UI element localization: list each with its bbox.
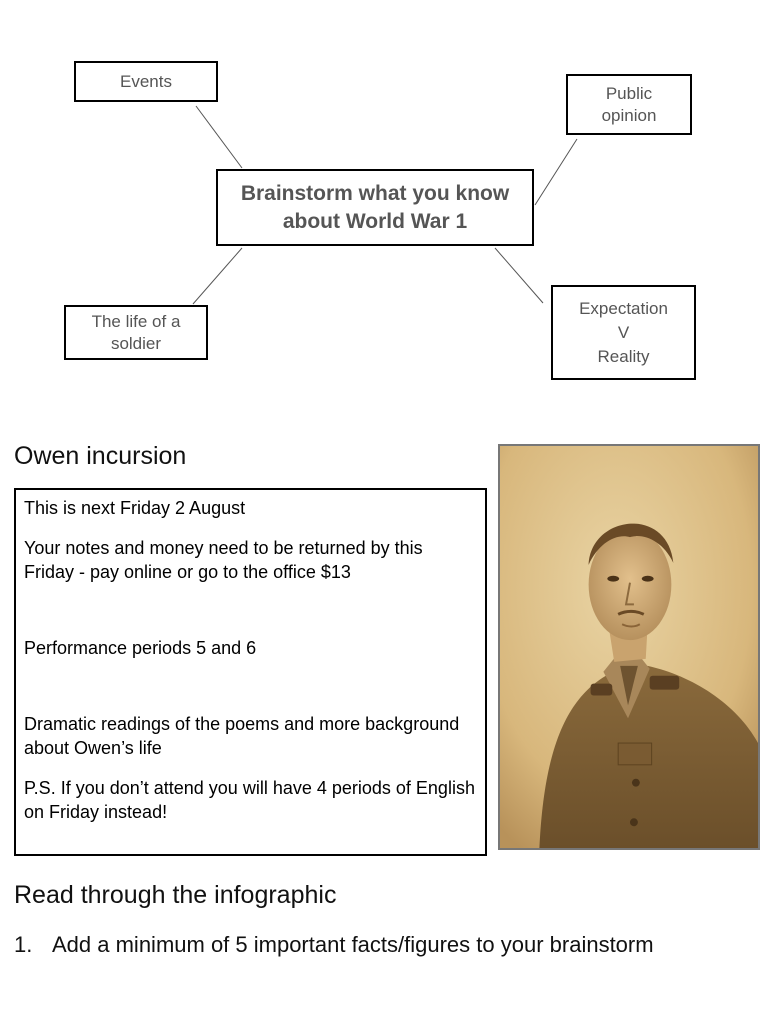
- incursion-notes-box: [14, 488, 487, 856]
- note-payment: Your notes and money need to be returned by this Friday - pay online or go to the office $13: [24, 538, 423, 582]
- expectation-line3: Reality: [597, 346, 650, 366]
- task-number: 1.: [14, 932, 33, 957]
- expectation-reality-box: [551, 285, 696, 380]
- events-box: [74, 61, 218, 102]
- expectation-line2: V: [617, 322, 630, 342]
- public-opinion-line2: opinion: [601, 105, 657, 125]
- life-of-soldier-line2: soldier: [110, 333, 162, 353]
- infographic-heading: Read through the infographic: [14, 881, 337, 909]
- note-readings: Dramatic readings of the poems and more background about Owen’s life: [24, 714, 460, 758]
- brainstorm-title-line1: Brainstorm what you know: [240, 181, 510, 205]
- public-opinion-box: [566, 74, 692, 135]
- expectation-line1: Expectation: [579, 298, 668, 318]
- note-periods: Performance periods 5 and 6: [24, 638, 257, 658]
- life-of-soldier-line1: The life of a: [91, 311, 181, 331]
- brainstorm-center-box: [216, 169, 534, 246]
- life-of-soldier-box: [64, 305, 208, 360]
- owen-incursion-heading: Owen incursion: [14, 442, 187, 470]
- events-label: Events: [120, 71, 172, 91]
- public-opinion-line1: Public: [605, 83, 653, 103]
- task-item: [14, 932, 654, 958]
- task-text: Add a minimum of 5 important facts/figures to your brainstorm: [52, 932, 654, 957]
- brainstorm-title-line2: about World War 1: [282, 209, 468, 233]
- wilfred-owen-portrait: [498, 444, 760, 850]
- note-ps: P.S. If you don’t attend you will have 4 periods of English on Friday instead!: [24, 778, 475, 822]
- note-date: This is next Friday 2 August: [24, 498, 246, 518]
